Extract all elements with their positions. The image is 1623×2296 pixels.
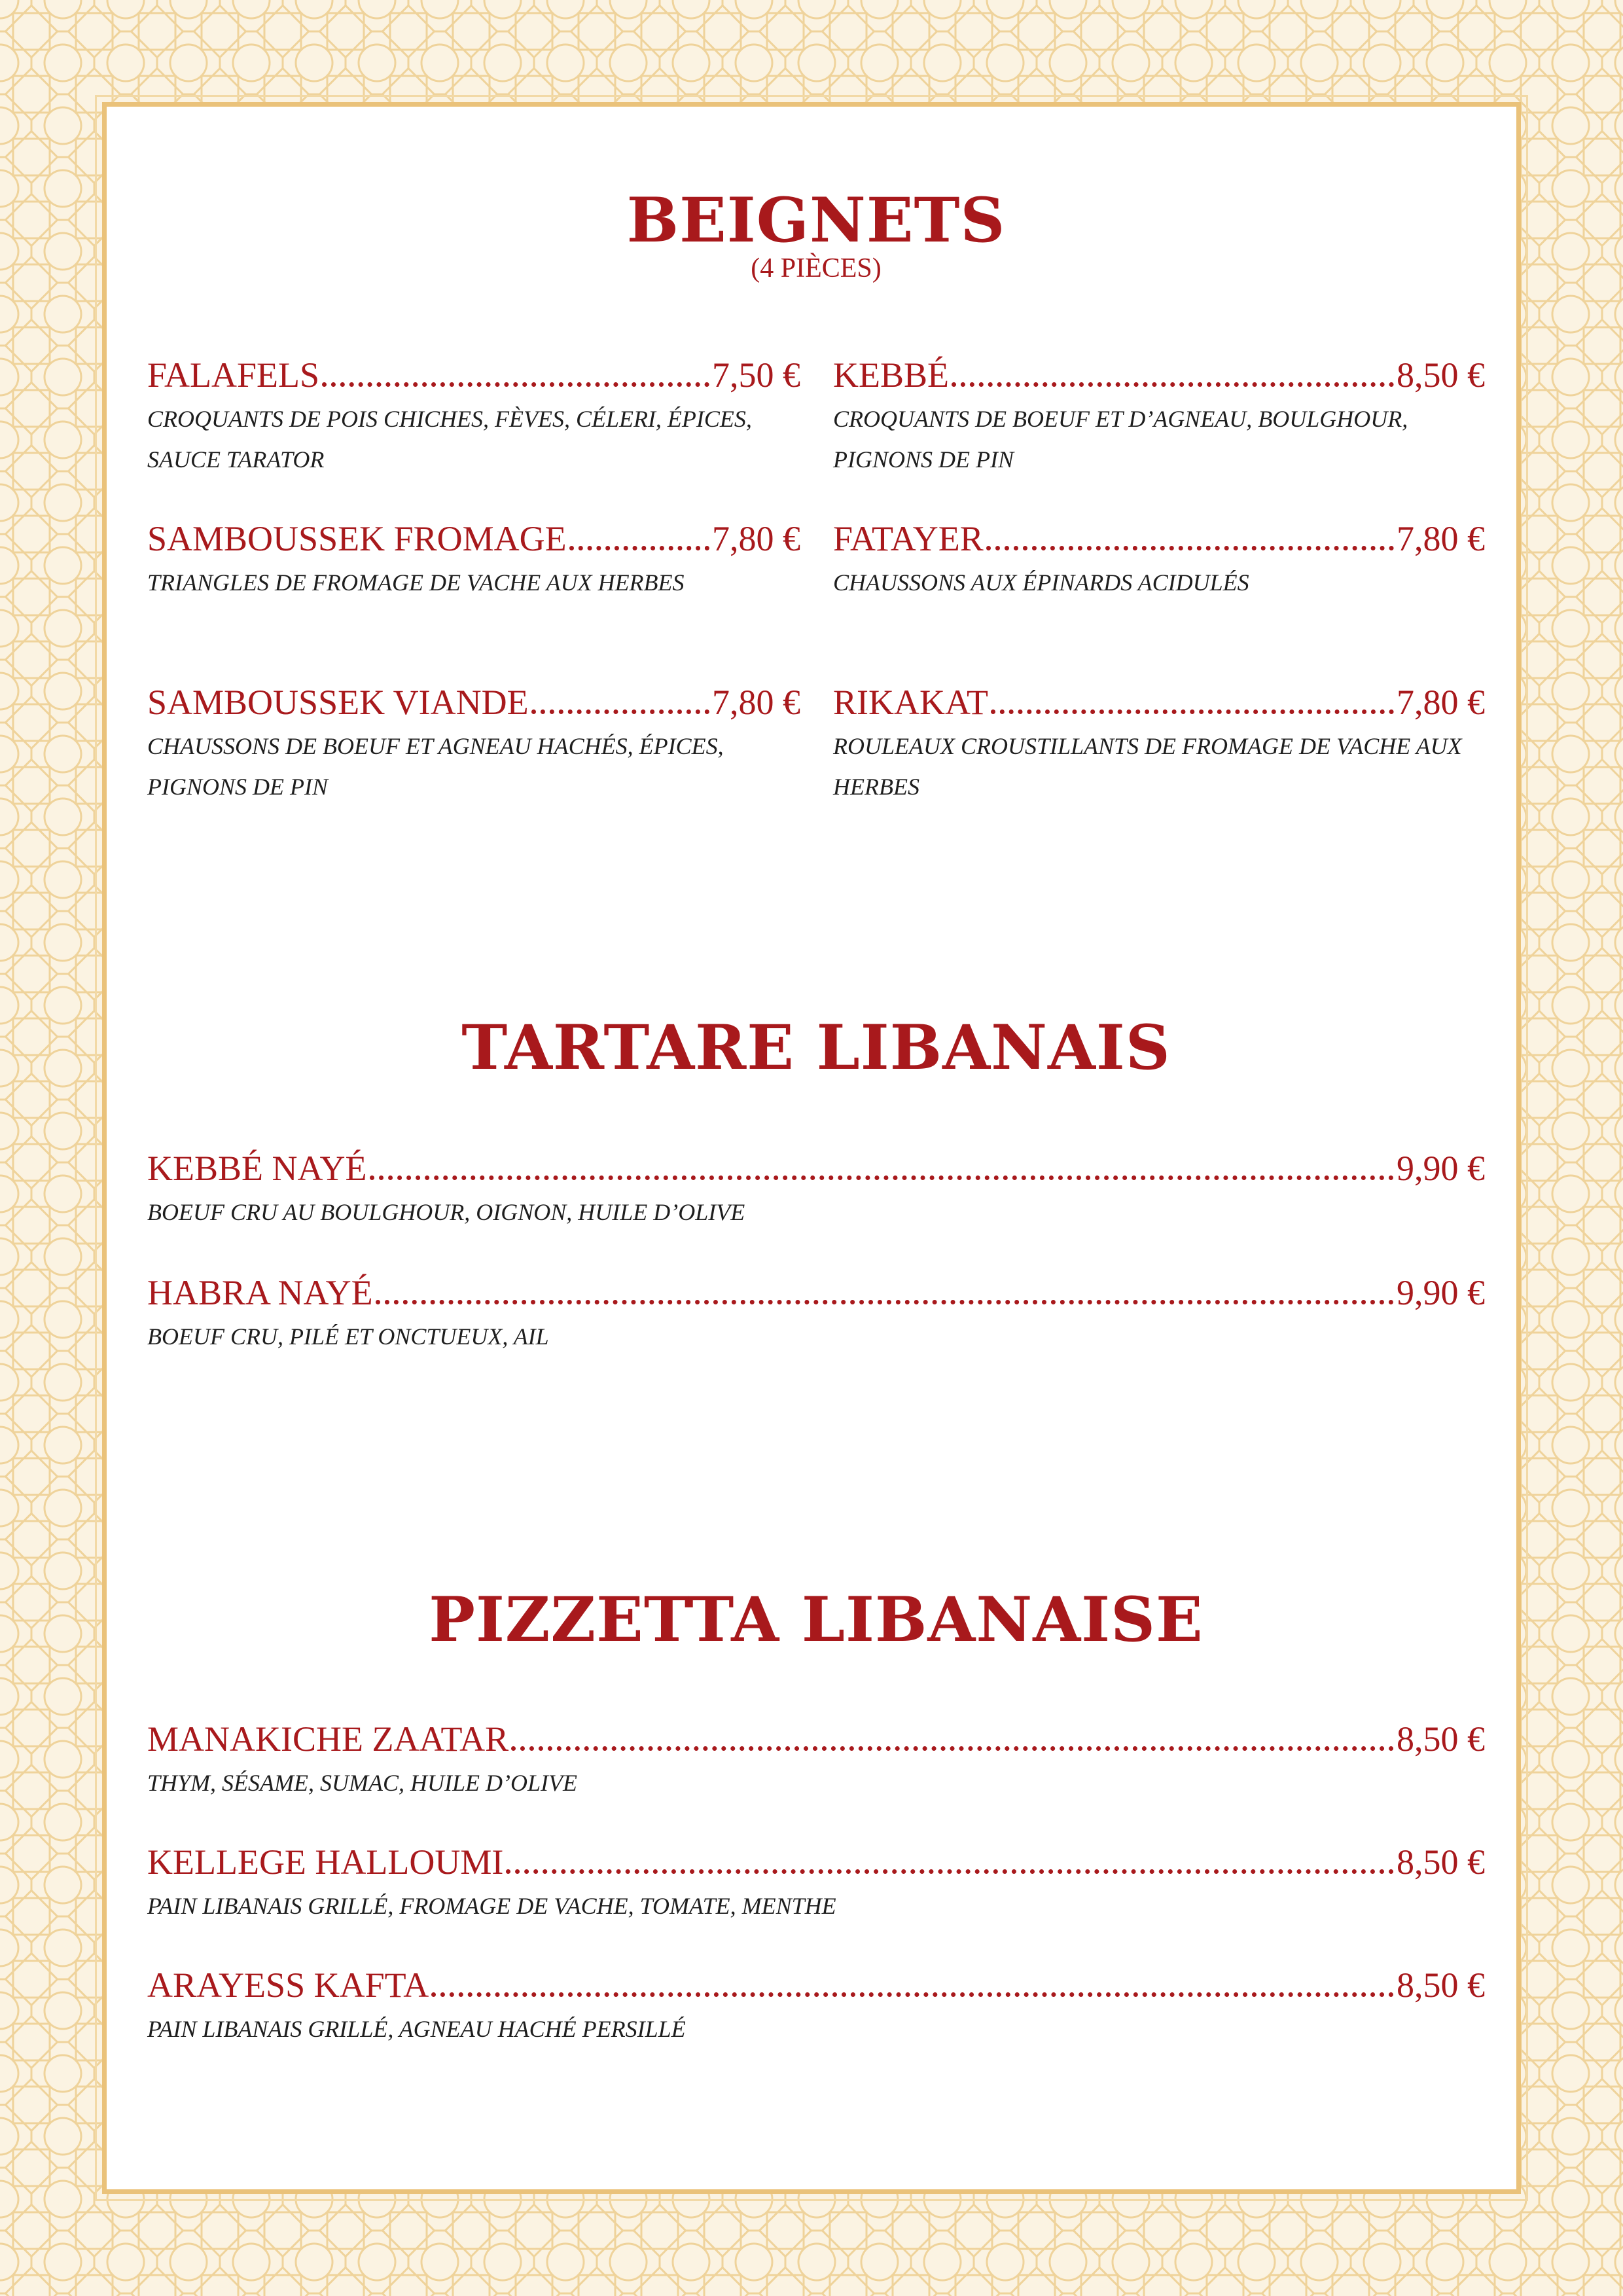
item-description: PAIN LIBANAIS GRILLÉ, FROMAGE DE VACHE, TOMATE, MENTHE — [147, 1893, 836, 1919]
item-name: MANAKICHE ZAATAR — [147, 1719, 509, 1759]
dot-leader — [952, 382, 1394, 387]
section-title-beignets: BEIGNETS — [626, 185, 1006, 257]
item-name: KEBBÉ NAYÉ — [147, 1149, 367, 1188]
item-description: CROQUANTS DE BOEUF ET D’AGNEAU, BOULGHOUR, PIGNONS DE PIN — [833, 406, 1408, 473]
menu-item-rikakat — [833, 681, 1485, 807]
item-price: 9,90 € — [1397, 1273, 1485, 1312]
item-price: 9,90 € — [1397, 1149, 1485, 1188]
section-title-tartare: TARTARE LIBANAIS — [461, 1012, 1171, 1084]
item-price: 8,50 € — [1397, 1719, 1485, 1759]
menu-panel — [102, 102, 1521, 2194]
dot-leader — [531, 709, 709, 714]
section-title-pizzetta: PIZZETTA LIBANAISE — [429, 1584, 1204, 1656]
dot-leader — [431, 1992, 1394, 1997]
item-name: KELLEGE HALLOUMI — [147, 1842, 504, 1882]
item-description: ROULEAUX CROUSTILLANTS DE FROMAGE DE VACHE AUX HERBES — [833, 733, 1462, 800]
section-subtitle-beignets: (4 PIÈCES) — [751, 253, 882, 283]
dot-leader — [511, 1746, 1394, 1751]
dot-leader — [569, 546, 709, 550]
dot-leader — [506, 1869, 1394, 1874]
dot-leader — [370, 1175, 1394, 1180]
menu-item-fatayer — [833, 518, 1485, 603]
menu-item-arayess-kafta — [147, 1964, 1485, 2049]
dot-leader — [322, 382, 709, 387]
menu-item-kebbe — [833, 354, 1485, 480]
menu-item-habra-naye — [147, 1272, 1485, 1357]
item-price: 8,50 € — [1397, 1842, 1485, 1882]
item-description: CHAUSSONS AUX ÉPINARDS ACIDULÉS — [833, 569, 1249, 596]
item-price: 7,50 € — [712, 355, 800, 395]
item-description: BOEUF CRU, PILÉ ET ONCTUEUX, AIL — [147, 1323, 549, 1350]
item-name: FATAYER — [833, 519, 984, 558]
dot-leader — [986, 546, 1394, 550]
item-description: THYM, SÉSAME, SUMAC, HUILE D’OLIVE — [147, 1770, 577, 1796]
item-name: ARAYESS KAFTA — [147, 1965, 429, 2005]
dot-leader — [376, 1300, 1394, 1304]
item-name: SAMBOUSSEK FROMAGE — [147, 519, 567, 558]
item-name: HABRA NAYÉ — [147, 1273, 373, 1312]
item-price: 7,80 € — [712, 519, 800, 558]
menu-item-kellege-halloumi — [147, 1841, 1485, 1926]
item-name: KEBBÉ — [833, 355, 950, 395]
item-name: SAMBOUSSEK VIANDE — [147, 683, 529, 722]
item-name: FALAFELS — [147, 355, 320, 395]
menu-item-samboussek-viande — [147, 681, 800, 807]
item-price: 7,80 € — [1397, 683, 1485, 722]
item-price: 8,50 € — [1397, 1965, 1485, 2005]
menu-item-samboussek-fromage — [147, 518, 800, 603]
item-description: CHAUSSONS DE BOEUF ET AGNEAU HACHÉS, ÉPICES, PIGNONS DE PIN — [147, 733, 724, 800]
item-description: CROQUANTS DE POIS CHICHES, FÈVES, CÉLERI, ÉPICES, SAUCE TARATOR — [147, 406, 752, 473]
item-price: 8,50 € — [1397, 355, 1485, 395]
item-name: RIKAKAT — [833, 683, 988, 722]
item-description: PAIN LIBANAIS GRILLÉ, AGNEAU HACHÉ PERSILLÉ — [147, 2016, 686, 2042]
menu-item-manakiche-zaatar — [147, 1718, 1485, 1803]
menu-item-kebbe-naye — [147, 1147, 1485, 1232]
item-description: BOEUF CRU AU BOULGHOUR, OIGNON, HUILE D’OLIVE — [147, 1199, 745, 1225]
item-price: 7,80 € — [712, 683, 800, 722]
menu-item-falafels — [147, 354, 800, 480]
dot-leader — [991, 709, 1394, 714]
item-price: 7,80 € — [1397, 519, 1485, 558]
item-description: TRIANGLES DE FROMAGE DE VACHE AUX HERBES — [147, 569, 685, 596]
